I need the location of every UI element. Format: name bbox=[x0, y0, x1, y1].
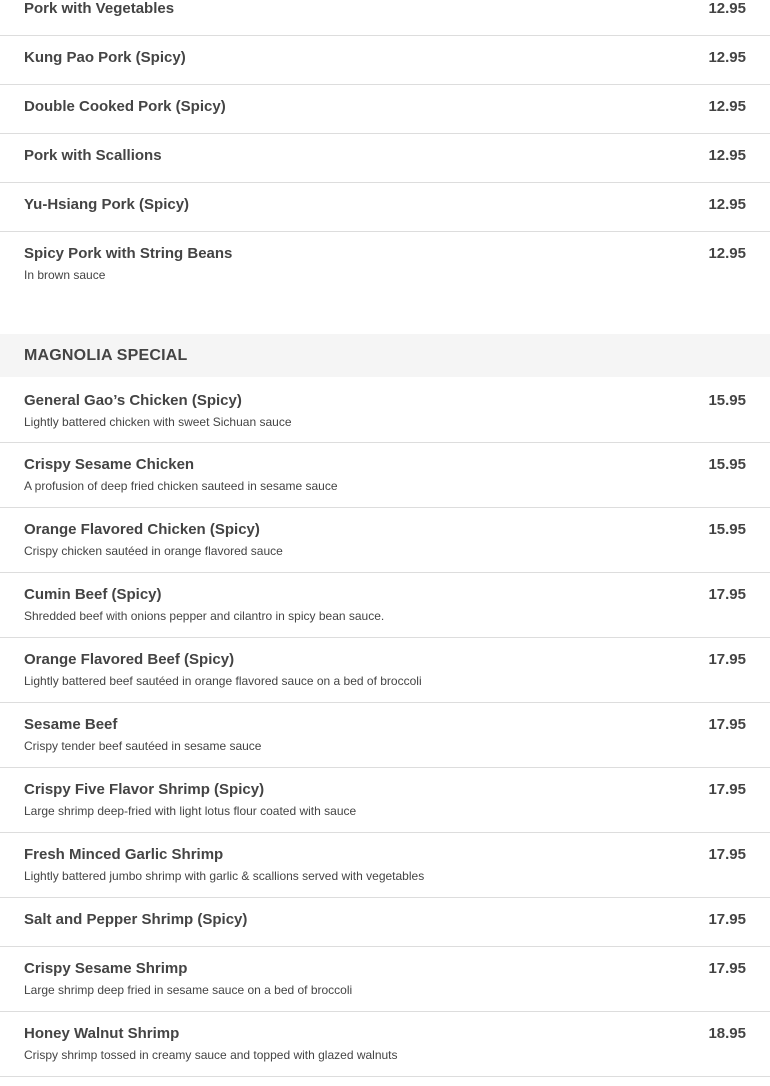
item-description: Crispy shrimp tossed in creamy sauce and topped with glazed walnuts bbox=[24, 1048, 398, 1062]
item-price: 12.95 bbox=[708, 49, 746, 66]
item-description: Crispy tender beef sautéed in sesame sauce bbox=[24, 739, 262, 753]
menu-item[interactable] bbox=[0, 638, 770, 703]
item-price: 15.95 bbox=[708, 392, 746, 409]
item-price: 12.95 bbox=[708, 147, 746, 164]
item-price: 12.95 bbox=[708, 196, 746, 213]
item-name: Crispy Sesame Chicken bbox=[24, 456, 195, 473]
section-title: MAGNOLIA SPECIAL bbox=[24, 346, 188, 364]
item-description: A profusion of deep fried chicken sauteed in sesame sauce bbox=[24, 479, 338, 493]
item-description: Shredded beef with onions pepper and cilantro in spicy bean sauce. bbox=[24, 609, 385, 623]
section-header bbox=[0, 334, 770, 377]
item-name: Spicy Pork with String Beans bbox=[24, 245, 233, 262]
item-price: 17.95 bbox=[708, 716, 746, 733]
item-price: 15.95 bbox=[708, 456, 746, 473]
item-name: Pork with Vegetables bbox=[24, 0, 175, 17]
item-description: Lightly battered jumbo shrimp with garlic & scallions served with vegetables bbox=[24, 869, 425, 883]
menu-item[interactable] bbox=[0, 0, 770, 36]
menu-item[interactable] bbox=[0, 947, 770, 1012]
item-name: Fresh Minced Garlic Shrimp bbox=[24, 846, 224, 863]
menu-item[interactable] bbox=[0, 1012, 770, 1077]
menu-item[interactable] bbox=[0, 134, 770, 183]
menu-item[interactable] bbox=[0, 183, 770, 232]
item-name: General Gao’s Chicken (Spicy) bbox=[24, 392, 242, 409]
item-price: 17.95 bbox=[708, 911, 746, 928]
item-name: Cumin Beef (Spicy) bbox=[24, 586, 162, 603]
menu-item[interactable] bbox=[0, 36, 770, 85]
item-name: Salt and Pepper Shrimp (Spicy) bbox=[24, 911, 248, 928]
item-price: 17.95 bbox=[708, 781, 746, 798]
item-description: Lightly battered beef sautéed in orange flavored sauce on a bed of broccoli bbox=[24, 674, 422, 688]
item-description: Large shrimp deep-fried with light lotus flour coated with sauce bbox=[24, 804, 357, 818]
menu-item[interactable] bbox=[0, 768, 770, 833]
menu-item[interactable] bbox=[0, 833, 770, 898]
menu-item[interactable] bbox=[0, 377, 770, 443]
item-name: Kung Pao Pork (Spicy) bbox=[24, 49, 186, 66]
item-description: Crispy chicken sautéed in orange flavored sauce bbox=[24, 544, 283, 558]
item-price: 12.95 bbox=[708, 245, 746, 262]
special-section-items bbox=[0, 377, 770, 1077]
item-name: Crispy Sesame Shrimp bbox=[24, 960, 188, 977]
item-price: 12.95 bbox=[708, 98, 746, 115]
pork-section-items bbox=[0, 0, 770, 334]
menu-item[interactable] bbox=[0, 573, 770, 638]
item-price: 18.95 bbox=[708, 1025, 746, 1042]
item-name: Orange Flavored Chicken (Spicy) bbox=[24, 521, 260, 538]
menu-item[interactable] bbox=[0, 85, 770, 134]
menu-item[interactable] bbox=[0, 443, 770, 508]
menu-item[interactable] bbox=[0, 703, 770, 768]
item-price: 17.95 bbox=[708, 651, 746, 668]
item-price: 15.95 bbox=[708, 521, 746, 538]
item-description: Lightly battered chicken with sweet Sichuan sauce bbox=[24, 415, 292, 429]
item-name: Sesame Beef bbox=[24, 716, 118, 733]
item-price: 17.95 bbox=[708, 846, 746, 863]
item-name: Crispy Five Flavor Shrimp (Spicy) bbox=[24, 781, 265, 798]
item-name: Pork with Scallions bbox=[24, 147, 162, 164]
menu-item[interactable] bbox=[0, 508, 770, 573]
item-price: 12.95 bbox=[708, 0, 746, 17]
item-name: Yu-Hsiang Pork (Spicy) bbox=[24, 196, 190, 213]
item-name: Double Cooked Pork (Spicy) bbox=[24, 98, 226, 115]
item-name: Orange Flavored Beef (Spicy) bbox=[24, 651, 235, 668]
item-name: Honey Walnut Shrimp bbox=[24, 1025, 180, 1042]
item-description: In brown sauce bbox=[24, 268, 106, 282]
menu-item[interactable] bbox=[0, 898, 770, 947]
item-price: 17.95 bbox=[708, 960, 746, 977]
item-description: Large shrimp deep fried in sesame sauce on a bed of broccoli bbox=[24, 983, 353, 997]
item-price: 17.95 bbox=[708, 586, 746, 603]
menu-item[interactable] bbox=[0, 232, 770, 334]
